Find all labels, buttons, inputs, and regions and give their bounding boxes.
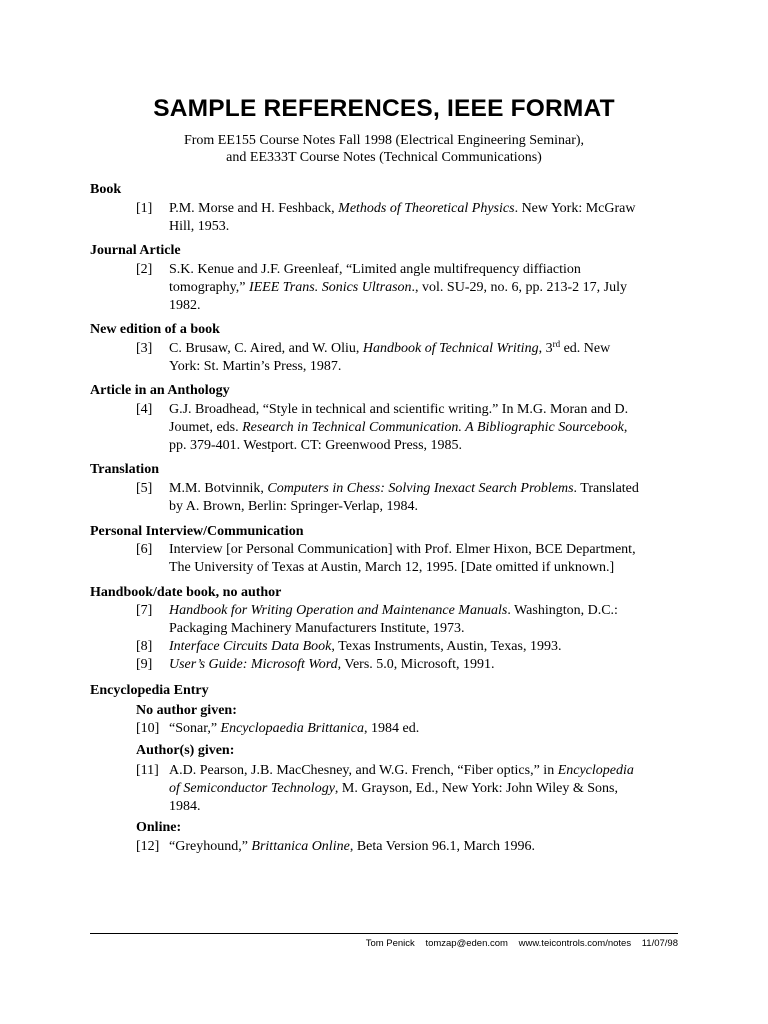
category-journal-article: Journal Article [90, 243, 181, 258]
ref-text: A.D. Pearson, J.B. MacChesney, and W.G. French, “Fiber optics,” in Encyclopedia [169, 763, 634, 778]
subcategory-online: Online: [136, 820, 182, 835]
ref-text: 1982. [169, 298, 201, 313]
ref-number: [12] [136, 839, 160, 854]
category-encyclopedia: Encyclopedia Entry [90, 683, 209, 698]
category-book: Book [90, 182, 122, 197]
footer-rule [90, 933, 678, 934]
ref-text: by A. Brown, Berlin: Springer-Verlap, 1984. [169, 499, 418, 514]
ref-text: G.J. Broadhead, “Style in technical and scientific writing.” In M.G. Moran and D. [169, 402, 629, 417]
ref-text: tomography,” IEEE Trans. Sonics Ultrason., vol. SU-29, no. 6, pp. 213-2 17, July [169, 280, 627, 295]
category-interview: Personal Interview/Communication [90, 524, 304, 539]
ref-text: User’s Guide: Microsoft Word, Vers. 5.0, Microsoft, 1991. [169, 657, 495, 672]
ref-text: P.M. Morse and H. Feshback, Methods of Theoretical Physics. New York: McGraw [169, 201, 636, 216]
ref-number: [3] [136, 341, 153, 356]
footer [358, 938, 678, 949]
ref-number: [2] [136, 262, 153, 277]
ref-text: Joumet, eds. Research in Technical Communication. A Bibliographic Sourcebook, [169, 420, 628, 435]
category-handbook: Handbook/date book, no author [90, 585, 282, 600]
category-translation: Translation [90, 462, 159, 477]
ref-number: [1] [136, 201, 153, 216]
category-new-edition: New edition of a book [90, 322, 220, 337]
ref-number: [11] [136, 763, 159, 778]
subcategory-authors-given: Author(s) given: [136, 743, 235, 758]
ref-text: C. Brusaw, C. Aired, and W. Oliu, Handbook of Technical Writing, 3rd ed. New [169, 339, 611, 356]
ref-number: [6] [136, 542, 153, 557]
footer-url: www.teicontrols.com/notes [518, 938, 632, 949]
ref-text: Interface Circuits Data Book, Texas Instruments, Austin, Texas, 1993. [169, 639, 562, 654]
ref-number: [8] [136, 639, 153, 654]
footer-author: Tom Penick [365, 938, 415, 949]
ref-text: Handbook for Writing Operation and Maintenance Manuals. Washington, D.C.: [169, 603, 618, 618]
ref-text: 1984. [169, 799, 201, 814]
ref-text: S.K. Kenue and J.F. Greenleaf, “Limited angle multifrequency diffiaction [169, 262, 581, 277]
category-anthology: Article in an Anthology [90, 383, 230, 398]
ref-number: [9] [136, 657, 153, 672]
ref-text: York: St. Martin’s Press, 1987. [169, 359, 342, 374]
subtitle-line-1: From EE155 Course Notes Fall 1998 (Electrical Engineering Seminar), [183, 133, 585, 148]
ref-number: [5] [136, 481, 153, 496]
footer-date: 11/07/98 [641, 938, 678, 949]
ref-text: Packaging Machinery Manufacturers Institute, 1973. [169, 621, 465, 636]
ref-text: “Sonar,” Encyclopaedia Brittanica, 1984 ed. [169, 721, 420, 736]
ref-text: of Semiconductor Technology, M. Grayson, Ed., New York: John Wiley & Sons, [169, 781, 618, 796]
ref-text: The University of Texas at Austin, March 12, 1995. [Date omitted if unknown.] [169, 560, 615, 575]
ref-number: [4] [136, 402, 153, 417]
subcategory-no-author: No author given: [136, 703, 237, 718]
subtitle-line-2: and EE333T Course Notes (Technical Communications) [226, 150, 542, 165]
ref-number: [10] [136, 721, 160, 736]
ref-text: M.M. Botvinnik, Computers in Chess: Solving Inexact Search Problems. Translated [169, 481, 639, 496]
ref-text: Interview [or Personal Communication] with Prof. Elmer Hixon, BCE Department, [169, 542, 636, 557]
ref-text: Hill, 1953. [169, 219, 230, 234]
ref-text: “Greyhound,” Brittanica Online, Beta Version 96.1, March 1996. [169, 839, 536, 854]
ref-number: [7] [136, 603, 153, 618]
footer-email: tomzap@eden.com [425, 938, 508, 949]
page-title: SAMPLE REFERENCES, IEEE FORMAT [153, 95, 615, 122]
ref-text: pp. 379-401. Westport. CT: Greenwood Press, 1985. [169, 438, 463, 453]
